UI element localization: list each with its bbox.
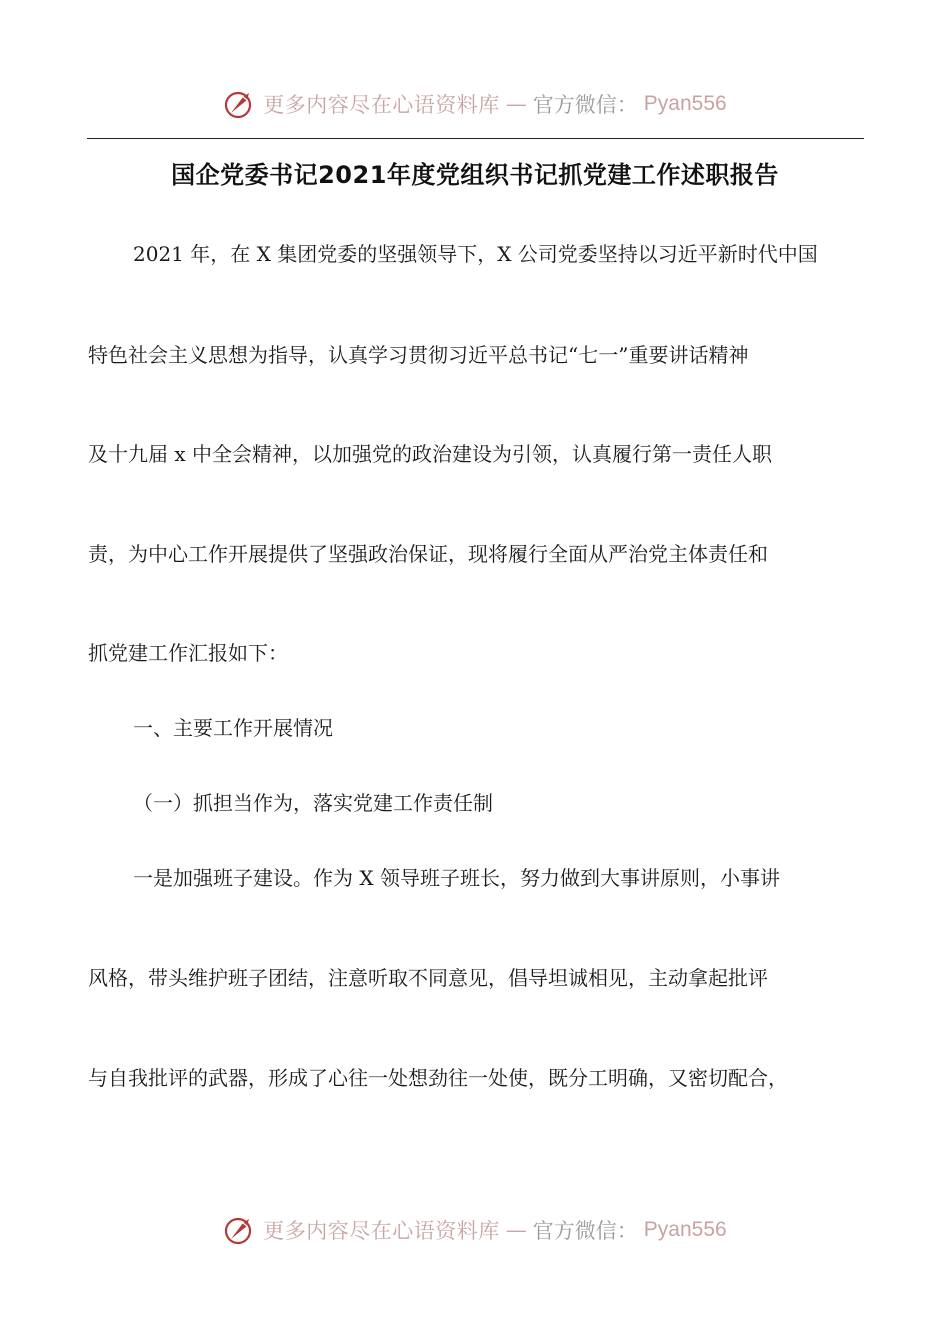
body-line: 责，为中心工作开展提供了坚强政治保证，现将履行全面从严治党主体责任和 xyxy=(88,542,768,566)
body-line: 与自我批评的武器，形成了心往一处想劲往一处使，既分工明确，又密切配合， xyxy=(88,1066,788,1090)
watermark-banner-bottom xyxy=(0,1208,950,1252)
body-line: 风格，带头维护班子团结，注意听取不同意见，倡导坦诚相见，主动拿起批评 xyxy=(88,966,768,990)
header-divider xyxy=(87,138,864,139)
watermark-banner-top xyxy=(0,82,950,126)
watermark-text: 更多内容尽在心语资料库 xyxy=(263,93,500,117)
body-line: 抓党建工作汇报如下： xyxy=(88,641,288,665)
body-line: 及十九届 x 中全会精神，以加强党的政治建设为引领，认真履行第一责任人职 xyxy=(88,442,772,466)
section-heading: 一、主要工作开展情况 xyxy=(133,716,333,740)
document-title: 国企党委书记2021年度党组织书记抓党建工作述职报告 xyxy=(171,161,779,189)
watermark-wechat-label: 官方微信： xyxy=(532,1219,638,1243)
pen-nib-circle-icon xyxy=(223,87,257,121)
body-line: 特色社会主义思想为指导，认真学习贯彻习近平总书记“七一”重要讲话精神 xyxy=(88,343,749,367)
subsection-heading: （一）抓担当作为，落实党建工作责任制 xyxy=(133,791,493,815)
watermark-wechat-id: Pyan556 xyxy=(643,92,727,115)
watermark-separator: — xyxy=(505,92,527,116)
watermark-wechat-id: Pyan556 xyxy=(643,1218,727,1241)
body-line: 一是加强班子建设。作为 X 领导班子班长，努力做到大事讲原则，小事讲 xyxy=(133,866,780,890)
watermark-content xyxy=(223,87,726,121)
watermark-wechat-label: 官方微信： xyxy=(532,93,638,117)
watermark-text: 更多内容尽在心语资料库 xyxy=(263,1219,500,1243)
watermark-content xyxy=(223,1213,726,1247)
watermark-separator: — xyxy=(505,1218,527,1242)
body-line: 2021 年，在 X 集团党委的坚强领导下，X 公司党委坚持以习近平新时代中国 xyxy=(133,242,818,266)
pen-nib-circle-icon xyxy=(223,1213,257,1247)
